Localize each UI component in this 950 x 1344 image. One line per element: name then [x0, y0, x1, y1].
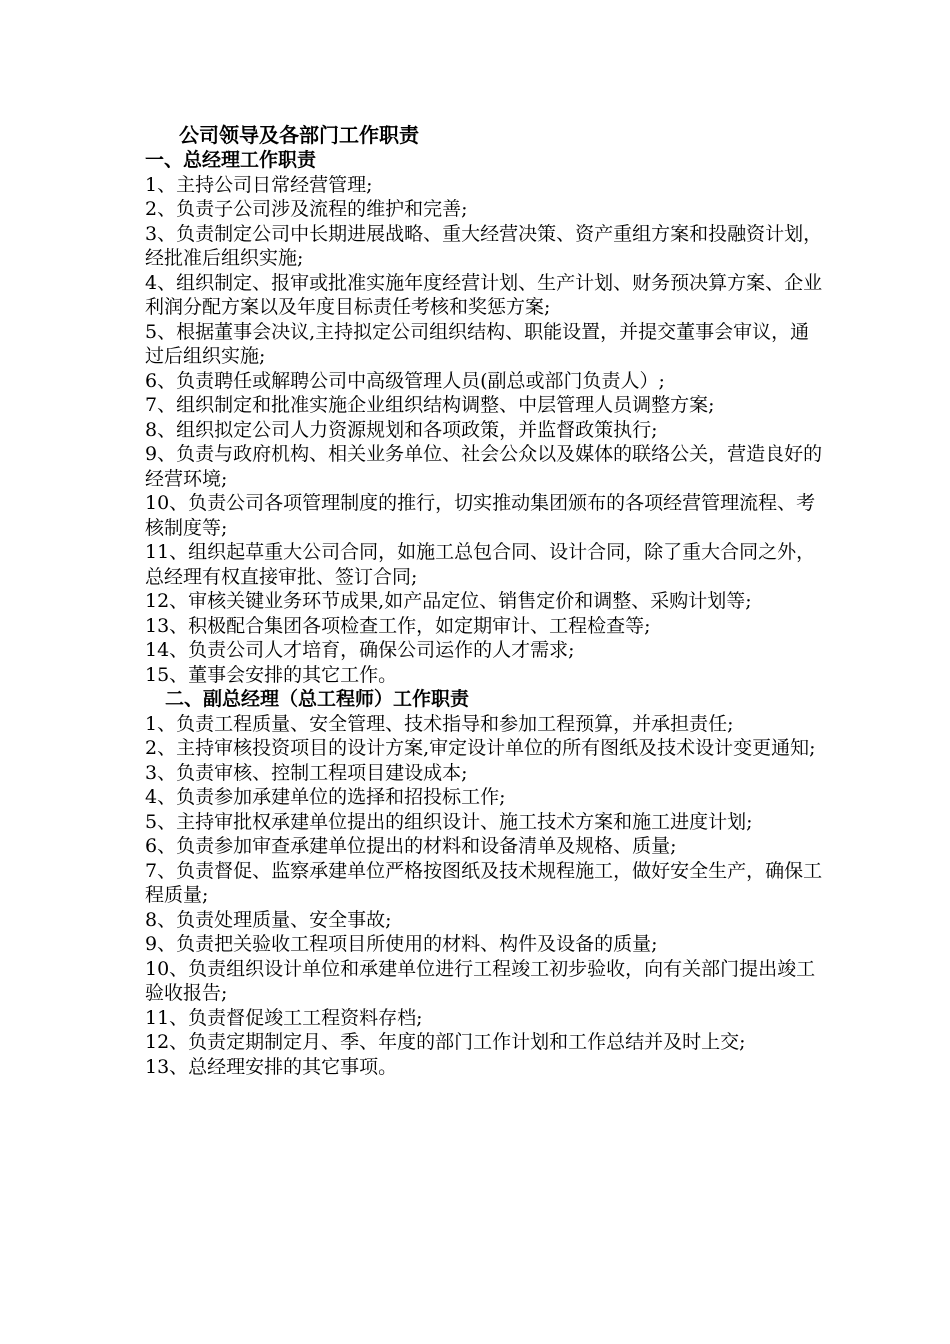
list-item: 1、负责工程质量、安全管理、技术指导和参加工程预算，并承担责任;	[145, 712, 734, 735]
list-item: 8、负责处理质量、安全事故;	[145, 908, 392, 931]
section-heading-deputy-general-manager: 二、副总经理（总工程师）工作职责	[165, 688, 470, 710]
list-item: 10、负责组织设计单位和承建单位进行工程竣工初步验收，向有关部门提出竣工验收报告;	[145, 957, 816, 1004]
section-list-general-manager	[145, 173, 825, 688]
list-item: 1、主持公司日常经营管理;	[145, 173, 373, 196]
list-item: 7、组织制定和批准实施企业组织结构调整、中层管理人员调整方案;	[145, 394, 715, 416]
list-item: 11、组织起草重大公司合同，如施工总包合同、设计合同，除了重大合同之外，总经理有权直接审批、签订合同;	[145, 541, 816, 588]
list-item: 10、负责公司各项管理制度的推行，切实推动集团颁布的各项经营管理流程、考核制度等;	[145, 492, 816, 539]
list-item: 12、审核关键业务环节成果,如产品定位、销售定价和调整、采购计划等;	[145, 590, 752, 612]
list-item: 2、主持审核投资项目的设计方案,审定设计单位的所有图纸及技术设计变更通知;	[145, 737, 816, 759]
list-item: 15、董事会安排的其它工作。	[145, 663, 398, 686]
list-item: 9、负责与政府机构、相关业务单位、社会公众以及媒体的联络公关，营造良好的经营环境;	[145, 443, 823, 490]
list-item: 7、负责督促、监察承建单位严格按图纸及技术规程施工，做好安全生产，确保工程质量;	[145, 859, 823, 906]
list-item: 9、负责把关验收工程项目所使用的材料、构件及设备的质量;	[145, 933, 658, 955]
document-page	[145, 122, 825, 1079]
list-item: 11、负责督促竣工工程资料存档;	[145, 1006, 423, 1029]
list-item: 6、负责聘任或解聘公司中高级管理人员(副总或部门负责人）;	[145, 369, 665, 392]
list-item: 4、负责参加承建单位的选择和招投标工作;	[145, 786, 506, 808]
list-item: 12、负责定期制定月、季、年度的部门工作计划和工作总结并及时上交;	[145, 1031, 746, 1053]
list-item: 2、负责子公司涉及流程的维护和完善;	[145, 198, 468, 220]
list-item: 5、根据董事会决议,主持拟定公司组织结构、职能设置，并提交董事会审议，通过后组织实施;	[145, 320, 810, 367]
list-item: 4、组织制定、报审或批准实施年度经营计划、生产计划、财务预决算方案、企业利润分配方案以及年度目标责任考核和奖惩方案;	[145, 271, 823, 318]
list-item: 6、负责参加审查承建单位提出的材料和设备清单及规格、质量;	[145, 835, 677, 857]
document-title: 公司领导及各部门工作职责	[179, 123, 419, 147]
list-item: 8、组织拟定公司人力资源规划和各项政策，并监督政策执行;	[145, 418, 658, 441]
list-item: 14、负责公司人才培育，确保公司运作的人才需求;	[145, 639, 575, 661]
list-item: 3、负责制定公司中长期进展战略、重大经营决策、资产重组方案和投融资计划，经批准后组织实施;	[145, 222, 823, 269]
section-heading-general-manager: 一、总经理工作职责	[145, 149, 317, 171]
list-item: 13、积极配合集团各项检查工作，如定期审计、工程检查等;	[145, 614, 651, 637]
list-item: 5、主持审批权承建单位提出的组织设计、施工技术方案和施工进度计划;	[145, 810, 753, 833]
list-item: 13、总经理安排的其它事项。	[145, 1055, 398, 1078]
section-list-deputy-general-manager	[145, 712, 825, 1080]
list-item: 3、负责审核、控制工程项目建设成本;	[145, 761, 468, 784]
